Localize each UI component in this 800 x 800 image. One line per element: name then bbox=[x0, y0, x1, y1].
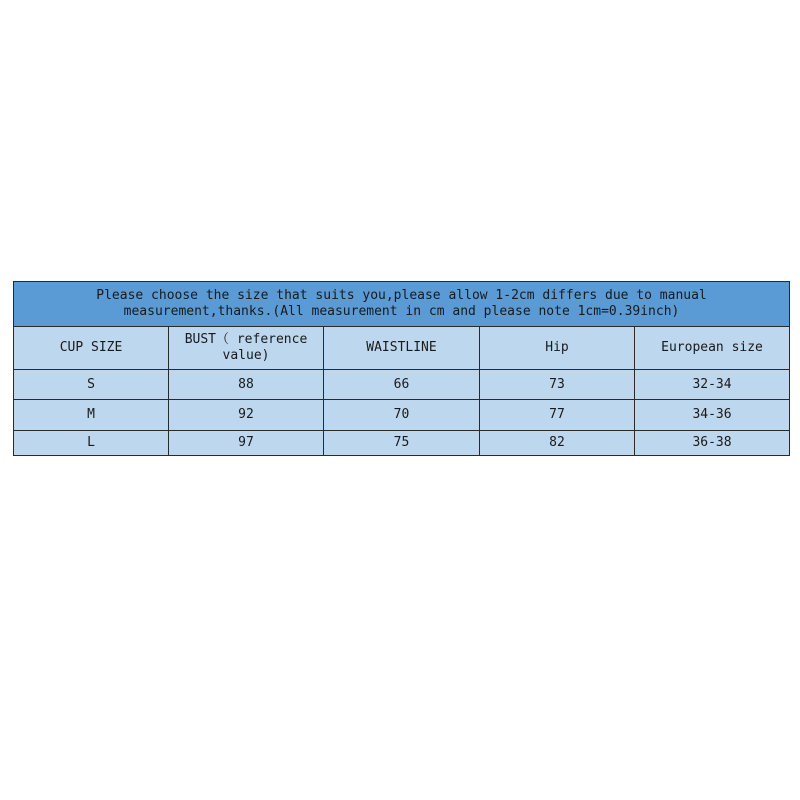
column-header-bust: BUST（ reference value) bbox=[169, 327, 324, 370]
cell-european-size: 32-34 bbox=[635, 370, 790, 400]
banner-row bbox=[14, 282, 790, 327]
cell-cup-size: L bbox=[14, 431, 169, 456]
size-note-line-2: measurement,thanks.(All measurement in cm and please note 1cm=0.39inch) bbox=[123, 304, 680, 319]
table-row bbox=[14, 431, 790, 456]
cell-european-size: 36-38 bbox=[635, 431, 790, 456]
size-note-banner bbox=[14, 282, 790, 327]
column-header-waistline: WAISTLINE bbox=[324, 327, 480, 370]
table-row bbox=[14, 370, 790, 400]
cell-waistline: 66 bbox=[324, 370, 480, 400]
column-header-hip: Hip bbox=[480, 327, 635, 370]
column-header-european-size: European size bbox=[635, 327, 790, 370]
cell-bust: 88 bbox=[169, 370, 324, 400]
cell-waistline: 75 bbox=[324, 431, 480, 456]
cell-hip: 73 bbox=[480, 370, 635, 400]
cell-cup-size: M bbox=[14, 400, 169, 431]
cell-bust: 97 bbox=[169, 431, 324, 456]
table-row bbox=[14, 400, 790, 431]
cell-hip: 77 bbox=[480, 400, 635, 431]
size-note-line-1: Please choose the size that suits you,please allow 1-2cm differs due to manual bbox=[96, 288, 707, 303]
cell-waistline: 70 bbox=[324, 400, 480, 431]
table-header-row bbox=[14, 327, 790, 370]
cell-european-size: 34-36 bbox=[635, 400, 790, 431]
cell-bust: 92 bbox=[169, 400, 324, 431]
cell-hip: 82 bbox=[480, 431, 635, 456]
cell-cup-size: S bbox=[14, 370, 169, 400]
column-header-cup-size: CUP SIZE bbox=[14, 327, 169, 370]
size-chart-table bbox=[13, 281, 790, 456]
